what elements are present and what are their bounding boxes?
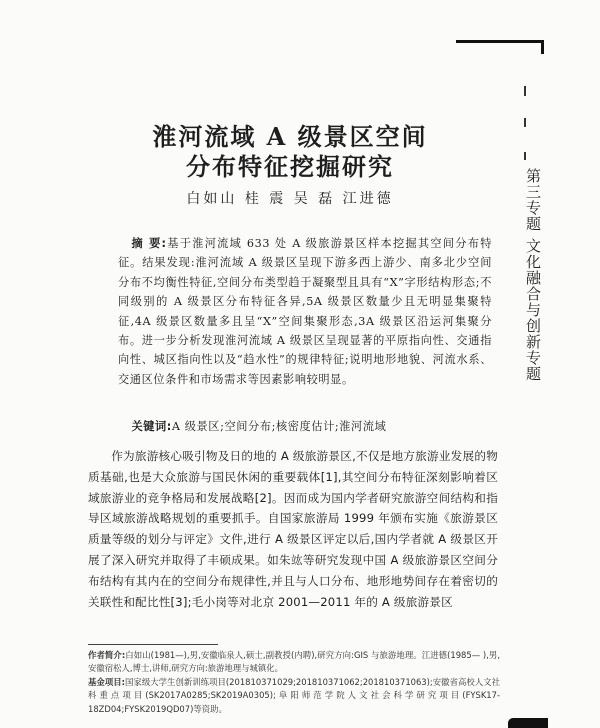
margin-tick (524, 152, 526, 160)
abstract-text: 基于淮河流域 633 处 A 级旅游景区样本挖掘其空间分布特征。结果发现:淮河流域 A 级景区呈现下游多西上游少、南多北少空间分布不均衡性特征,空间分布类型趋于凝聚型且具有“X”字形结构形态;不同级别的 A 级景区分布特征各异,5A 级景区数量少且无明显集聚特征,4A 级景区数量多且呈“X”空间集聚形态,3A 级景区沿运河集聚分布。进一步分析发现淮河流域 A 级景区呈现显著的平原指向性、交通指向性、城区指向性以及“趋水性”的规律特征;说明地形地貌、河流水系、交通区位条件和市场需求等因素影响较明显。 (118, 237, 492, 386)
author-note (88, 649, 500, 676)
author-note-text: 白如山(1981—),男,安徽临泉人,硕士,副教授(内聘),研究方向:GIS 与旅游地理。江进德(1985— ),男,安徽宿松人,博士,讲师,研究方向:旅游地理与城镇化。 (88, 650, 500, 674)
header-corner-rule-vertical (541, 40, 544, 54)
footnotes (88, 649, 500, 716)
author-list: 白如山 桂 震 吴 磊 江进德 (186, 191, 394, 207)
footnote-divider (88, 644, 218, 645)
keywords (118, 418, 492, 434)
fund-note-label: 基金项目: (88, 676, 125, 687)
abstract (118, 234, 492, 389)
author-note-label: 作者简介: (88, 650, 126, 660)
keywords-label: 关键词: (131, 420, 172, 433)
margin-tick (524, 86, 526, 96)
abstract-label: 摘 要: (131, 237, 167, 250)
side-section-label: 第三专题 文化融合与创新专题 (524, 168, 542, 382)
keywords-text: A 级景区;空间分布;核密度估计;淮河流域 (171, 420, 387, 433)
article-title-line2: 分布特征挖掘研究 (186, 152, 394, 181)
article-title-line1: 淮河流域 A 级景区空间 (152, 122, 428, 151)
header-corner-rule (456, 40, 544, 43)
fund-note-text: 国家级大学生创新训练项目(201810371029;201810371062;201810371063);安徽省高校人文社科重点项目(SK2017A0285;SK2019A0305);阜阳师范学院人文社会科学研究项目(FYSK17-18ZD04;FYSK2019QD07)等资助。 (88, 676, 500, 714)
margin-tick (524, 118, 526, 127)
body-paragraph: 作为旅游核心吸引物及日的地的 A 级旅游景区,不仅是地方旅游业发展的物质基础,也是大众旅游与国民休闲的重要载体[1],其空间分布特征深刻影响着区域旅游业的竞争格局和发展战略[2]。因而成为国内学者研究旅游空间结构和指导区域旅游战略规划的重要抓手。自国家旅游局 1999 年颁布实施《旅游景区质量等级的划分与评定》文件,进行 A 级景区评定以后,国内学者就 A 级景区开展了深入研究并取得了丰硕成果。如朱竑等研究发现中国 A 级旅游景区空间分布结构有其内在的空间分布规律性,并且与人口分布、地形地势间存在着密切的关联性和配比性[3];毛小岗等对北京 2001—2011 年的 A 级旅游景区 (88, 449, 498, 609)
body-text (88, 446, 498, 612)
fund-note (88, 676, 500, 716)
page-corner-mark (508, 718, 548, 728)
